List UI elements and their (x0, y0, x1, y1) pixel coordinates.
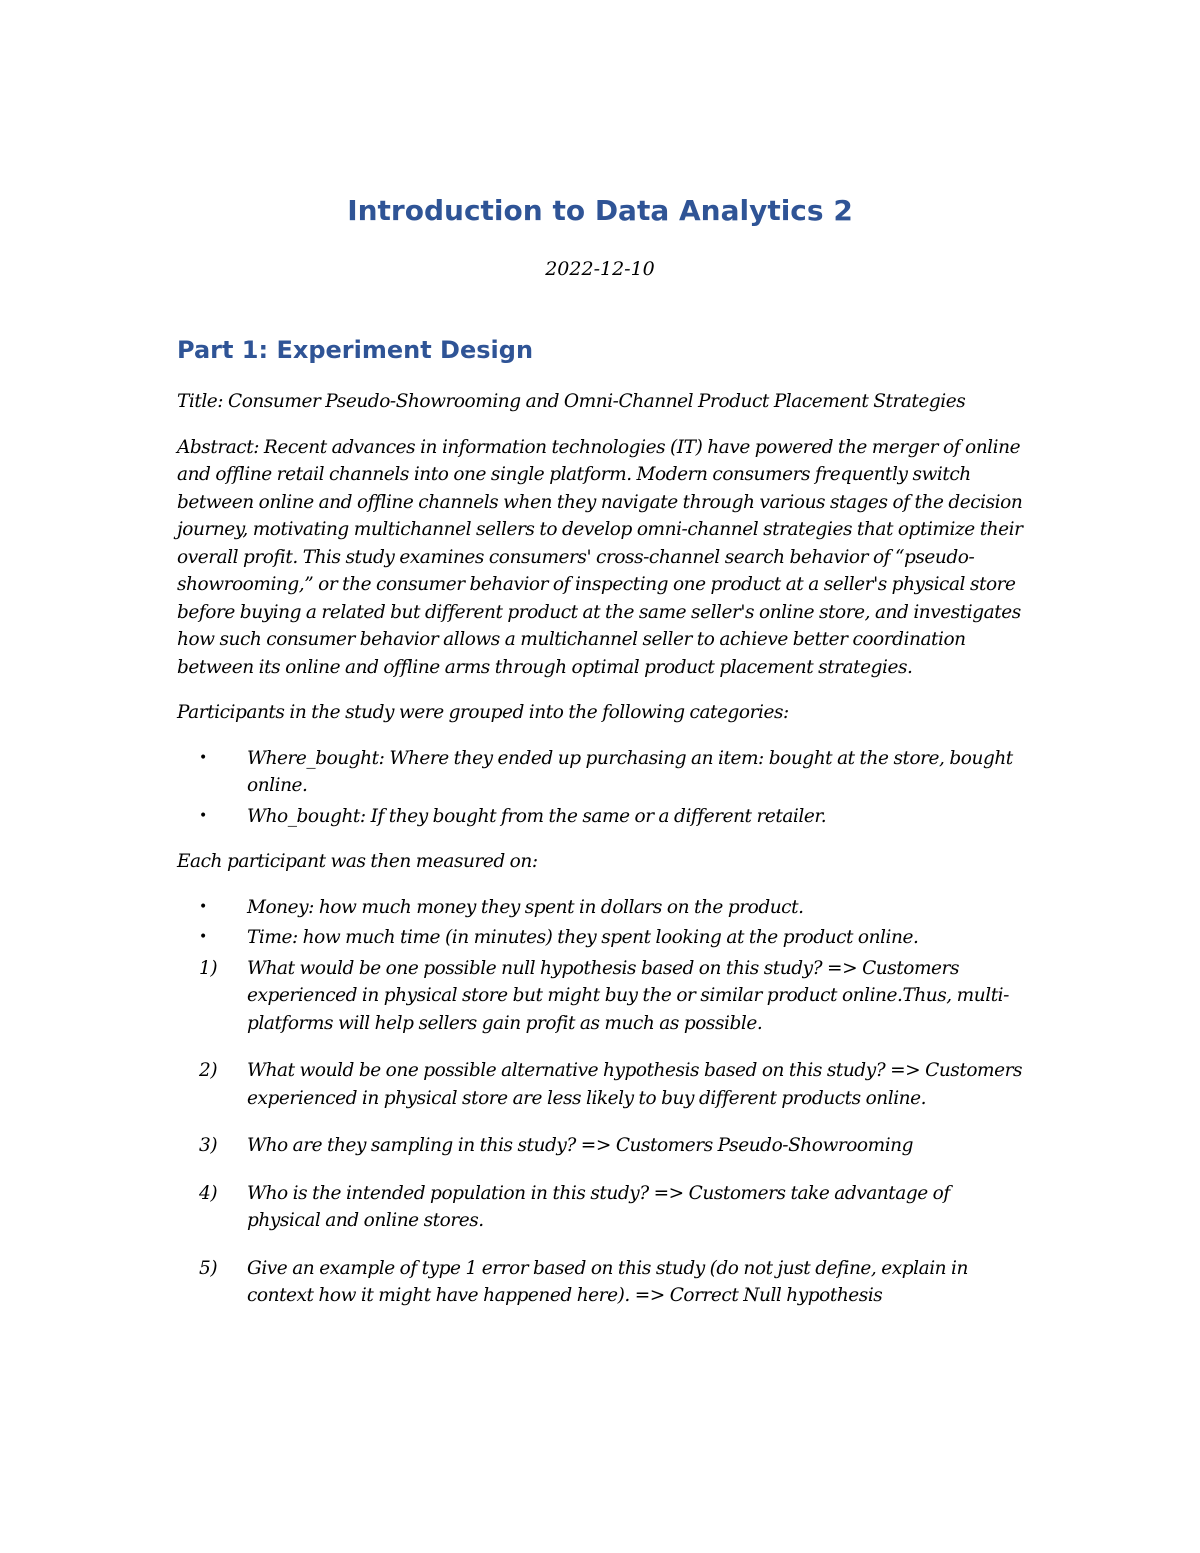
question-item (177, 1057, 1027, 1112)
question-item (177, 1180, 1027, 1235)
list-item-text: Who_bought: If they bought from the same or a different retailer. (247, 805, 827, 827)
question-item (177, 955, 1027, 1038)
question-text: Give an example of type 1 error based on this study (do not just define, explain in context how it might have happened here). => Correct Null hypothesis (247, 1257, 968, 1306)
question-number: 2) (199, 1060, 218, 1081)
question-text: What would be one possible alternative hypothesis based on this study? => Customers experienced in physical store are less likely to buy different products online. (247, 1060, 1023, 1109)
question-text: Who is the intended population in this study? => Customers take advantage of physical and online stores. (247, 1182, 950, 1231)
measures-intro: Each participant was then measured on: (177, 851, 538, 872)
question-item (177, 1132, 1027, 1160)
document-date: 2022-12-10 (545, 258, 655, 280)
bullet-icon: • (199, 749, 207, 766)
questions-list (177, 955, 1027, 1310)
question-number: 1) (199, 957, 218, 979)
question-item (177, 1255, 1027, 1310)
groups-intro: Participants in the study were grouped into the following categories: (177, 702, 789, 723)
study-abstract: Abstract: Recent advances in information technologies (IT) have powered the merger of online and offline retail channels into one single platform. Modern consumers frequently switch between online and offline channels when they navigate through various stages of the decision journey, motivating multichannel sellers to develop omni-channel strategies that optimize their overall profit. This study examines consumers' cross-channel search behavior of “pseudo-showrooming,” or the consumer behavior of inspecting one product at a seller's physical store before buying a related but different product at the same seller's online store, and investigates how such consumer behavior allows a multichannel seller to achieve better coordination between its online and offline arms through optimal product placement strategies. (177, 436, 1023, 678)
measures-list (177, 894, 1027, 952)
groups-list (177, 745, 1027, 831)
study-title: Title: Consumer Pseudo-Showrooming and Omni-Channel Product Placement Strategies (177, 391, 966, 412)
bullet-icon: • (199, 929, 207, 945)
list-item-text: Money: how much money they spent in dollars on the product. (247, 896, 804, 918)
document-title: Introduction to Data Analytics 2 (347, 194, 853, 227)
question-text: Who are they sampling in this study? => Customers Pseudo-Showrooming (247, 1135, 914, 1156)
list-item (177, 803, 1027, 831)
question-number: 3) (199, 1135, 218, 1156)
bullet-icon: • (199, 807, 207, 824)
list-item (177, 924, 1027, 952)
bullet-icon: • (199, 898, 207, 915)
list-item (177, 745, 1027, 800)
question-number: 5) (199, 1257, 218, 1279)
section-heading-part1: Part 1: Experiment Design (177, 336, 534, 364)
question-text: What would be one possible null hypothesis based on this study? => Customers experienced in physical store but might buy the or similar product online.Thus, multi-platforms will help sellers gain profit as much as possible. (247, 957, 1009, 1034)
list-item-text: Time: how much time (in minutes) they spent looking at the product online. (247, 927, 919, 948)
list-item (177, 894, 1027, 922)
document-body (177, 332, 1027, 1330)
question-number: 4) (199, 1182, 218, 1204)
list-item-text: Where_bought: Where they ended up purchasing an item: bought at the store, bought online. (247, 747, 1013, 796)
